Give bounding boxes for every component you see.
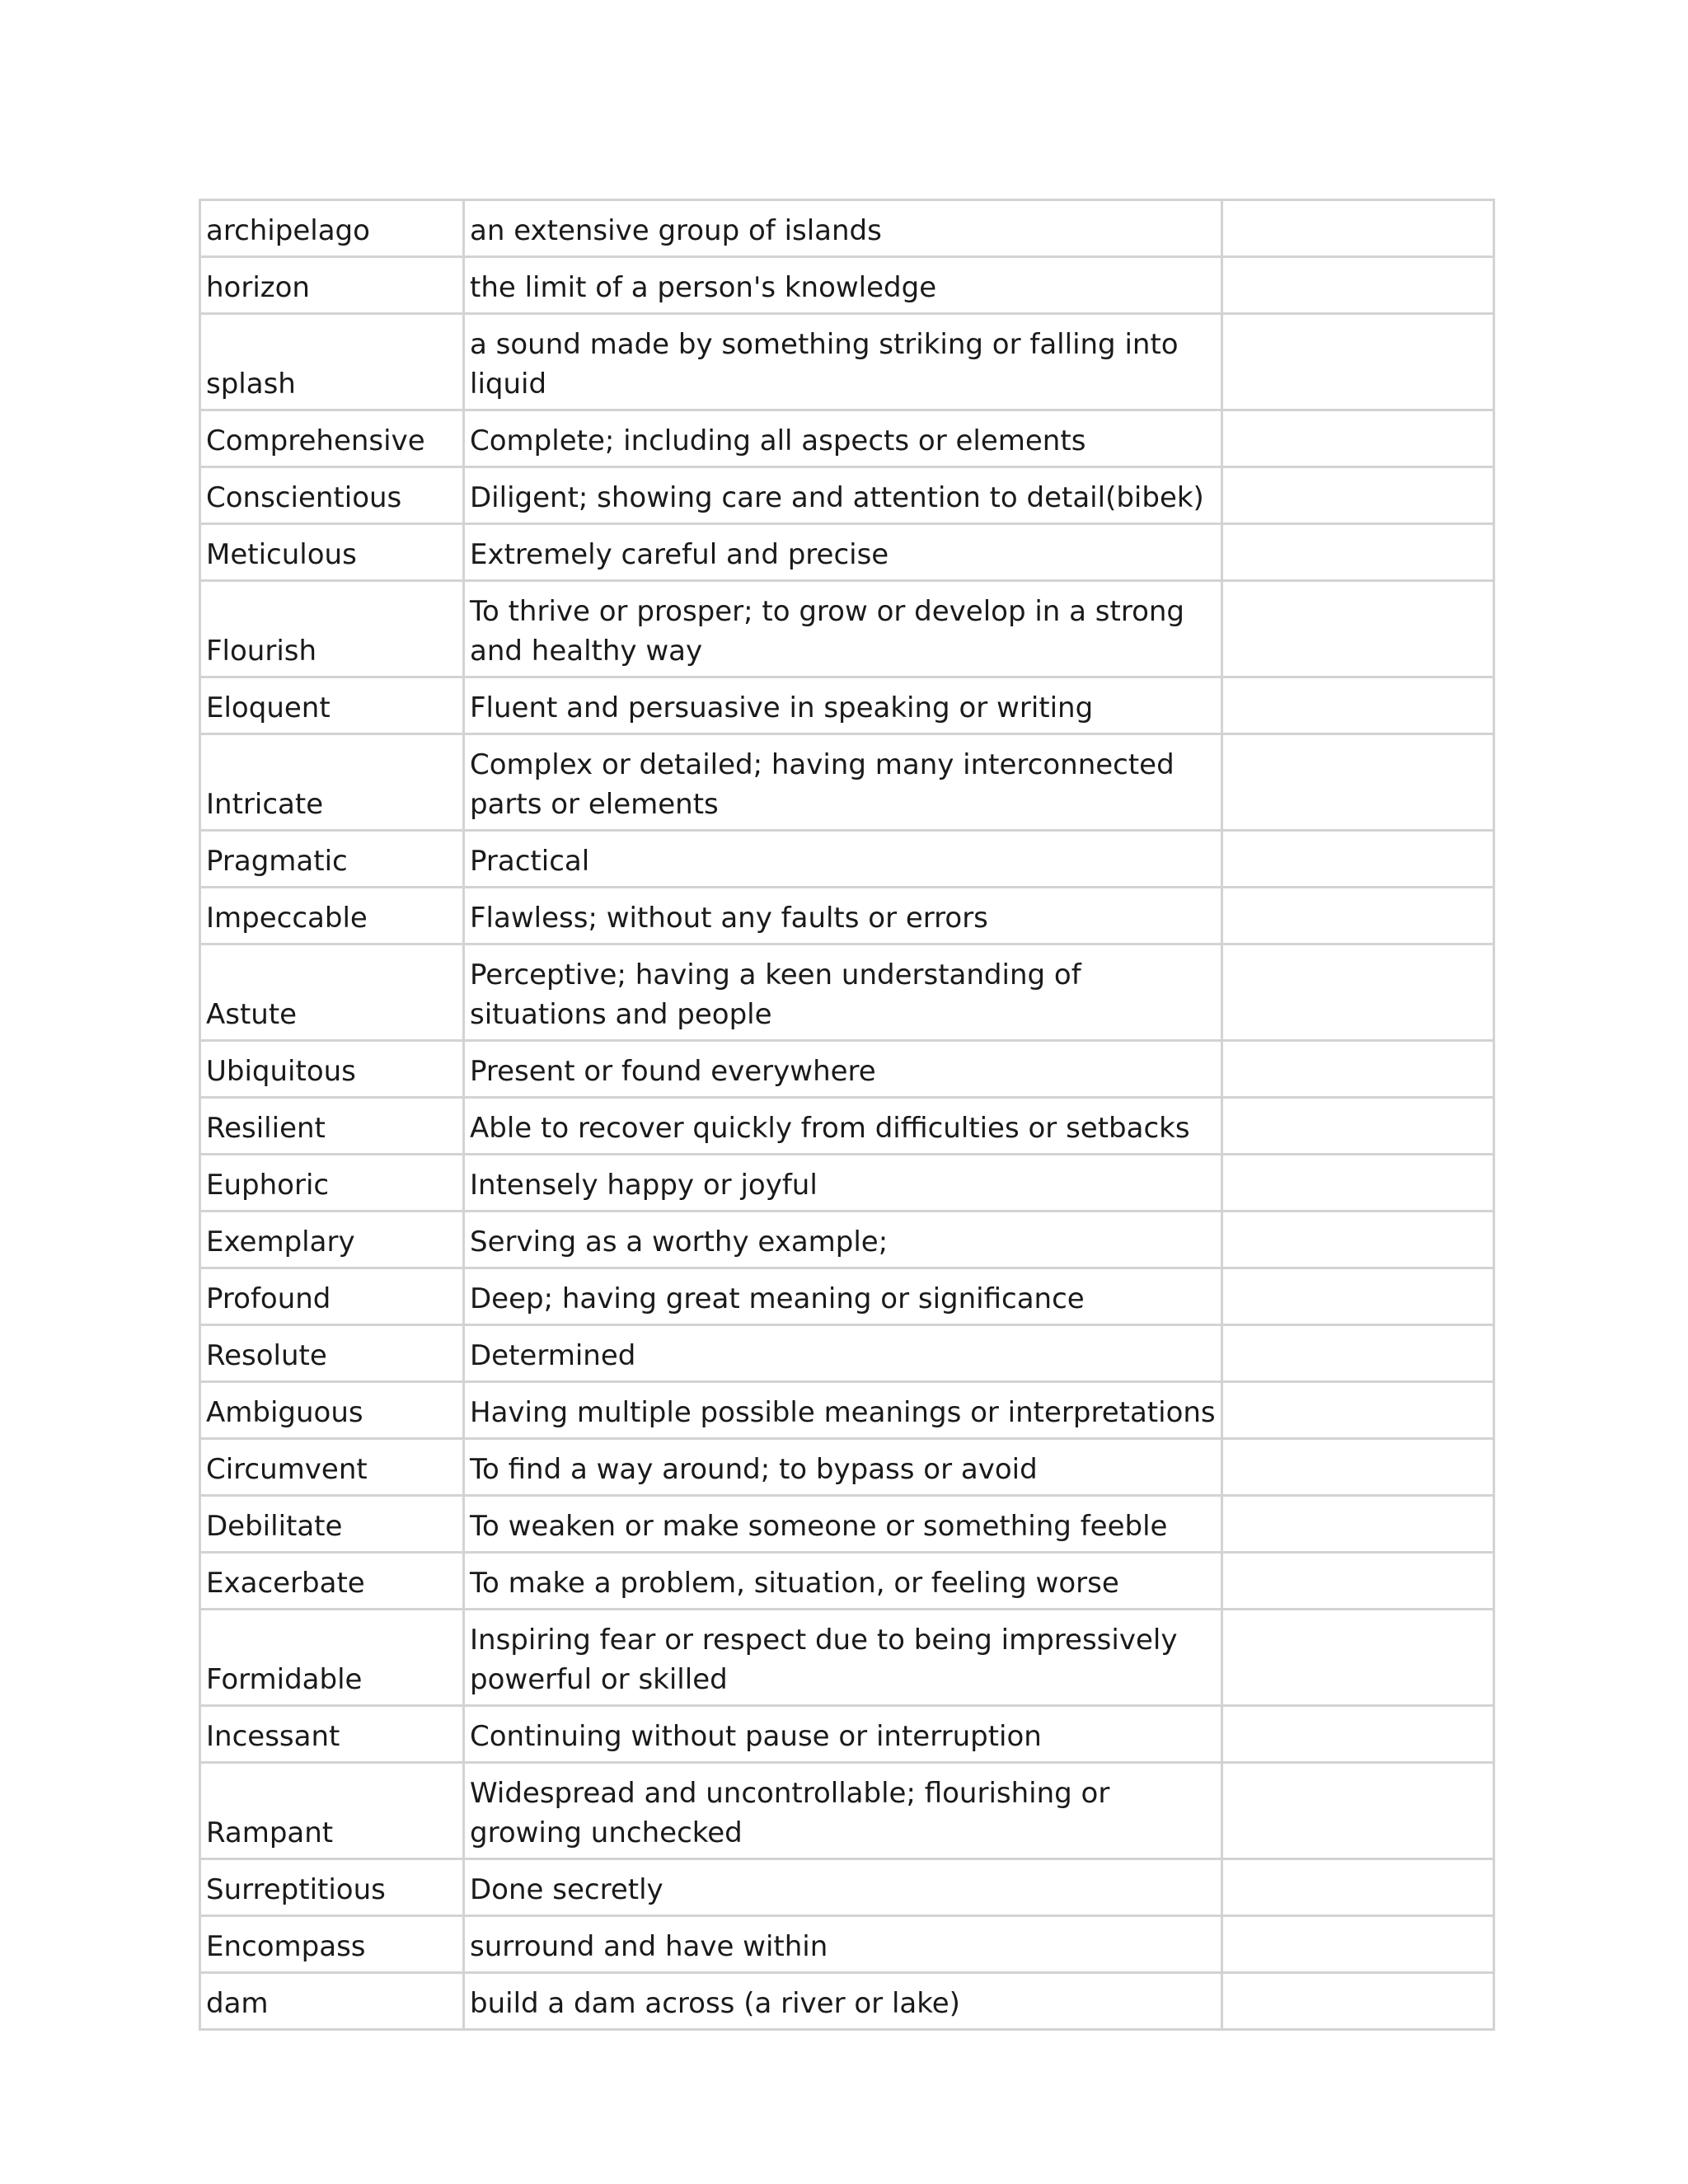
word-cell: Intricate [200, 734, 464, 831]
definition-cell: Determined [464, 1325, 1222, 1382]
table-row [200, 888, 1494, 944]
word-cell: Profound [200, 1268, 464, 1325]
note-cell [1222, 1212, 1494, 1268]
note-cell [1222, 1859, 1494, 1916]
note-cell [1222, 1382, 1494, 1439]
word-cell: Conscientious [200, 467, 464, 524]
word-cell: Resilient [200, 1098, 464, 1155]
word-cell: Meticulous [200, 524, 464, 581]
table-row [200, 1155, 1494, 1212]
note-cell [1222, 734, 1494, 831]
word-cell: Exacerbate [200, 1553, 464, 1610]
word-cell: Formidable [200, 1610, 464, 1706]
table-row [200, 944, 1494, 1041]
definition-cell: To find a way around; to bypass or avoid [464, 1439, 1222, 1496]
table-row [200, 831, 1494, 888]
note-cell [1222, 1496, 1494, 1553]
word-cell: Euphoric [200, 1155, 464, 1212]
note-cell [1222, 677, 1494, 734]
note-cell [1222, 1610, 1494, 1706]
definition-cell: To make a problem, situation, or feeling worse [464, 1553, 1222, 1610]
table-row [200, 1553, 1494, 1610]
table-row [200, 1706, 1494, 1763]
table-row [200, 1859, 1494, 1916]
table-row [200, 1610, 1494, 1706]
table-row [200, 1268, 1494, 1325]
word-cell: Impeccable [200, 888, 464, 944]
definition-cell: build a dam across (a river or lake) [464, 1973, 1222, 2030]
note-cell [1222, 1041, 1494, 1098]
vocabulary-table [199, 199, 1495, 2031]
note-cell [1222, 410, 1494, 467]
definition-cell: Diligent; showing care and attention to detail(bibek) [464, 467, 1222, 524]
word-cell: Encompass [200, 1916, 464, 1973]
table-row [200, 1496, 1494, 1553]
note-cell [1222, 581, 1494, 677]
definition-cell: Continuing without pause or interruption [464, 1706, 1222, 1763]
note-cell [1222, 314, 1494, 410]
note-cell [1222, 1439, 1494, 1496]
note-cell [1222, 467, 1494, 524]
word-cell: Ambiguous [200, 1382, 464, 1439]
table-row [200, 524, 1494, 581]
definition-cell: an extensive group of islands [464, 200, 1222, 257]
definition-cell: Serving as a worthy example; [464, 1212, 1222, 1268]
table-row [200, 1763, 1494, 1859]
word-cell: Rampant [200, 1763, 464, 1859]
definition-cell: a sound made by something striking or falling into liquid [464, 314, 1222, 410]
note-cell [1222, 257, 1494, 314]
table-row [200, 1212, 1494, 1268]
word-cell: Comprehensive [200, 410, 464, 467]
table-row [200, 734, 1494, 831]
note-cell [1222, 1155, 1494, 1212]
definition-cell: Complex or detailed; having many interconnected parts or elements [464, 734, 1222, 831]
word-cell: Surreptitious [200, 1859, 464, 1916]
note-cell [1222, 831, 1494, 888]
definition-cell: Flawless; without any faults or errors [464, 888, 1222, 944]
word-cell: Eloquent [200, 677, 464, 734]
word-cell: Incessant [200, 1706, 464, 1763]
note-cell [1222, 944, 1494, 1041]
word-cell: archipelago [200, 200, 464, 257]
table-row [200, 257, 1494, 314]
word-cell: Exemplary [200, 1212, 464, 1268]
definition-cell: the limit of a person's knowledge [464, 257, 1222, 314]
table-row [200, 1041, 1494, 1098]
note-cell [1222, 1916, 1494, 1973]
word-cell: dam [200, 1973, 464, 2030]
definition-cell: Perceptive; having a keen understanding of situations and people [464, 944, 1222, 1041]
definition-cell: To weaken or make someone or something feeble [464, 1496, 1222, 1553]
table-row [200, 314, 1494, 410]
table-row [200, 581, 1494, 677]
word-cell: Debilitate [200, 1496, 464, 1553]
word-cell: Flourish [200, 581, 464, 677]
note-cell [1222, 1553, 1494, 1610]
definition-cell: Deep; having great meaning or significance [464, 1268, 1222, 1325]
note-cell [1222, 524, 1494, 581]
table-row [200, 1382, 1494, 1439]
table-row [200, 1439, 1494, 1496]
vocabulary-table-body [200, 200, 1494, 2030]
note-cell [1222, 1973, 1494, 2030]
word-cell: Circumvent [200, 1439, 464, 1496]
table-row [200, 410, 1494, 467]
definition-cell: Widespread and uncontrollable; flourishing or growing unchecked [464, 1763, 1222, 1859]
word-cell: Ubiquitous [200, 1041, 464, 1098]
note-cell [1222, 1268, 1494, 1325]
table-row [200, 1973, 1494, 2030]
table-row [200, 677, 1494, 734]
table-row [200, 1325, 1494, 1382]
note-cell [1222, 1325, 1494, 1382]
definition-cell: Able to recover quickly from difficulties or setbacks [464, 1098, 1222, 1155]
definition-cell: Having multiple possible meanings or interpretations [464, 1382, 1222, 1439]
table-row [200, 1916, 1494, 1973]
table-row [200, 1098, 1494, 1155]
definition-cell: surround and have within [464, 1916, 1222, 1973]
note-cell [1222, 200, 1494, 257]
word-cell: horizon [200, 257, 464, 314]
definition-cell: Intensely happy or joyful [464, 1155, 1222, 1212]
definition-cell: Extremely careful and precise [464, 524, 1222, 581]
note-cell [1222, 1706, 1494, 1763]
definition-cell: Complete; including all aspects or elements [464, 410, 1222, 467]
word-cell: Resolute [200, 1325, 464, 1382]
definition-cell: Done secretly [464, 1859, 1222, 1916]
note-cell [1222, 1763, 1494, 1859]
table-row [200, 467, 1494, 524]
word-cell: Pragmatic [200, 831, 464, 888]
note-cell [1222, 888, 1494, 944]
definition-cell: Inspiring fear or respect due to being impressively powerful or skilled [464, 1610, 1222, 1706]
table-row [200, 200, 1494, 257]
word-cell: splash [200, 314, 464, 410]
word-cell: Astute [200, 944, 464, 1041]
definition-cell: Present or found everywhere [464, 1041, 1222, 1098]
definition-cell: To thrive or prosper; to grow or develop in a strong and healthy way [464, 581, 1222, 677]
note-cell [1222, 1098, 1494, 1155]
definition-cell: Practical [464, 831, 1222, 888]
definition-cell: Fluent and persuasive in speaking or writing [464, 677, 1222, 734]
